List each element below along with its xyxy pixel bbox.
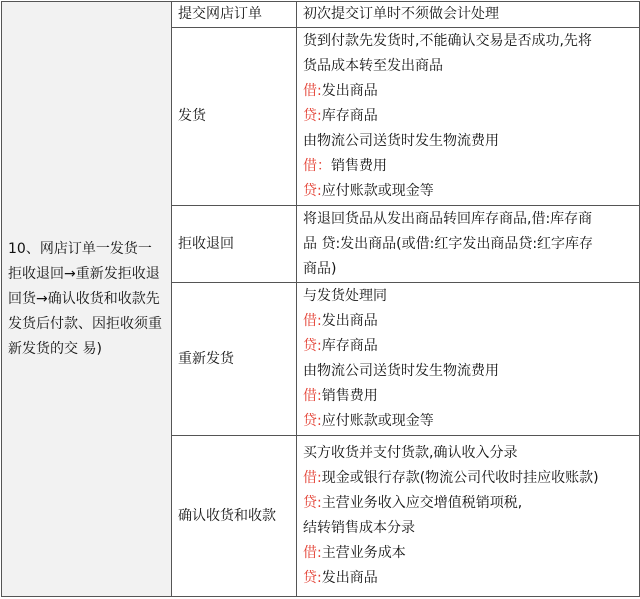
entry-text: 主营业务收入应交增值税销项税, xyxy=(321,495,523,511)
entry-line xyxy=(303,179,633,204)
entries-cell xyxy=(297,436,640,597)
entry-line xyxy=(303,232,633,257)
entry-line xyxy=(303,409,633,434)
entry-prefix: 贷: xyxy=(303,338,322,354)
entry-prefix: 借: xyxy=(303,313,322,329)
entry-text: 将退回货品从发出商品转回库存商品,借:库存商 xyxy=(303,210,593,227)
entry-line xyxy=(303,29,633,54)
entry-line xyxy=(303,79,633,104)
entry-text: 销售费用 xyxy=(321,388,378,404)
entry-text: 发出商品 xyxy=(321,570,378,586)
entry-prefix: 贷: xyxy=(303,495,322,511)
entry-text: 买方收货并支付货款,确认收入分录 xyxy=(303,445,518,461)
accounting-table-body xyxy=(2,2,640,597)
entry-line xyxy=(303,566,633,591)
entry-text: 应付账款或现金等 xyxy=(321,413,434,429)
entry-prefix: 借: xyxy=(303,83,322,99)
entry-line xyxy=(303,441,633,466)
entry-text: 现金或银行存款(物流公司代收时挂应收账款) xyxy=(321,470,599,486)
entry-text: 主营业务成本 xyxy=(321,545,406,561)
entry-line xyxy=(303,129,633,154)
entry-text: 由物流公司送货时发生物流费用 xyxy=(303,133,499,149)
entry-line xyxy=(303,207,633,232)
accounting-table xyxy=(1,1,640,597)
entry-line xyxy=(303,257,633,282)
entry-text: 与发货处理同 xyxy=(303,288,387,304)
entry-line xyxy=(303,309,633,334)
entry-line xyxy=(303,384,633,409)
entry-text: 结转销售成本分录 xyxy=(303,520,415,536)
entry-text: 初次提交订单时不须做会计处理 xyxy=(303,6,499,22)
entry-text: 货品成本转至发出商品 xyxy=(303,58,443,74)
entry-text: 发出商品 xyxy=(321,83,378,99)
entry-line xyxy=(303,284,633,309)
entries-cell xyxy=(297,28,640,206)
entry-prefix: 借: xyxy=(303,545,322,561)
entry-line xyxy=(303,491,633,516)
entry-prefix: 借: xyxy=(303,470,322,486)
entry-line xyxy=(303,154,633,179)
entry-text: 库存商品 xyxy=(321,108,378,124)
entry-line xyxy=(303,334,633,359)
entry-line xyxy=(303,104,633,129)
stage-cell: 重新发货 xyxy=(172,283,297,436)
entry-line xyxy=(303,2,633,27)
entries-cell xyxy=(297,206,640,283)
entry-text: 由物流公司送货时发生物流费用 xyxy=(303,363,499,379)
entry-prefix: 借： xyxy=(303,158,331,174)
scenario-cell: 10、网店订单一发货一拒收退回→重新发拒收退回货→确认收货和收款先发货后付款、因拒收须重新发货的交 易) xyxy=(2,2,172,597)
entry-text: 销售费用 xyxy=(331,158,387,174)
table-row xyxy=(2,2,640,28)
stage-cell: 拒收退回 xyxy=(172,206,297,283)
entry-text: 发出商品 xyxy=(321,313,378,329)
entry-text: 货到付款先发货时,不能确认交易是否成功,先将 xyxy=(303,33,592,49)
entry-prefix: 借: xyxy=(303,388,322,404)
entry-text: 品 贷:发出商品(或借:红字发出商品贷:红字库存 xyxy=(303,235,594,252)
entry-line xyxy=(303,541,633,566)
stage-cell: 确认收货和收款 xyxy=(172,436,297,597)
entry-prefix: 贷: xyxy=(303,413,322,429)
entry-text: 应付账款或现金等 xyxy=(321,183,434,199)
entries-cell xyxy=(297,283,640,436)
entry-line xyxy=(303,516,633,541)
stage-cell: 发货 xyxy=(172,28,297,206)
entry-line xyxy=(303,466,633,491)
entry-text: 库存商品 xyxy=(321,338,378,354)
entry-line xyxy=(303,54,633,79)
entry-prefix: 贷: xyxy=(303,108,322,124)
stage-cell: 提交网店订单 xyxy=(172,2,297,28)
entry-line xyxy=(303,359,633,384)
entries-cell xyxy=(297,2,640,28)
entry-prefix: 贷: xyxy=(303,570,322,586)
entry-text: 商品) xyxy=(303,260,337,277)
entry-prefix: 贷: xyxy=(303,183,322,199)
